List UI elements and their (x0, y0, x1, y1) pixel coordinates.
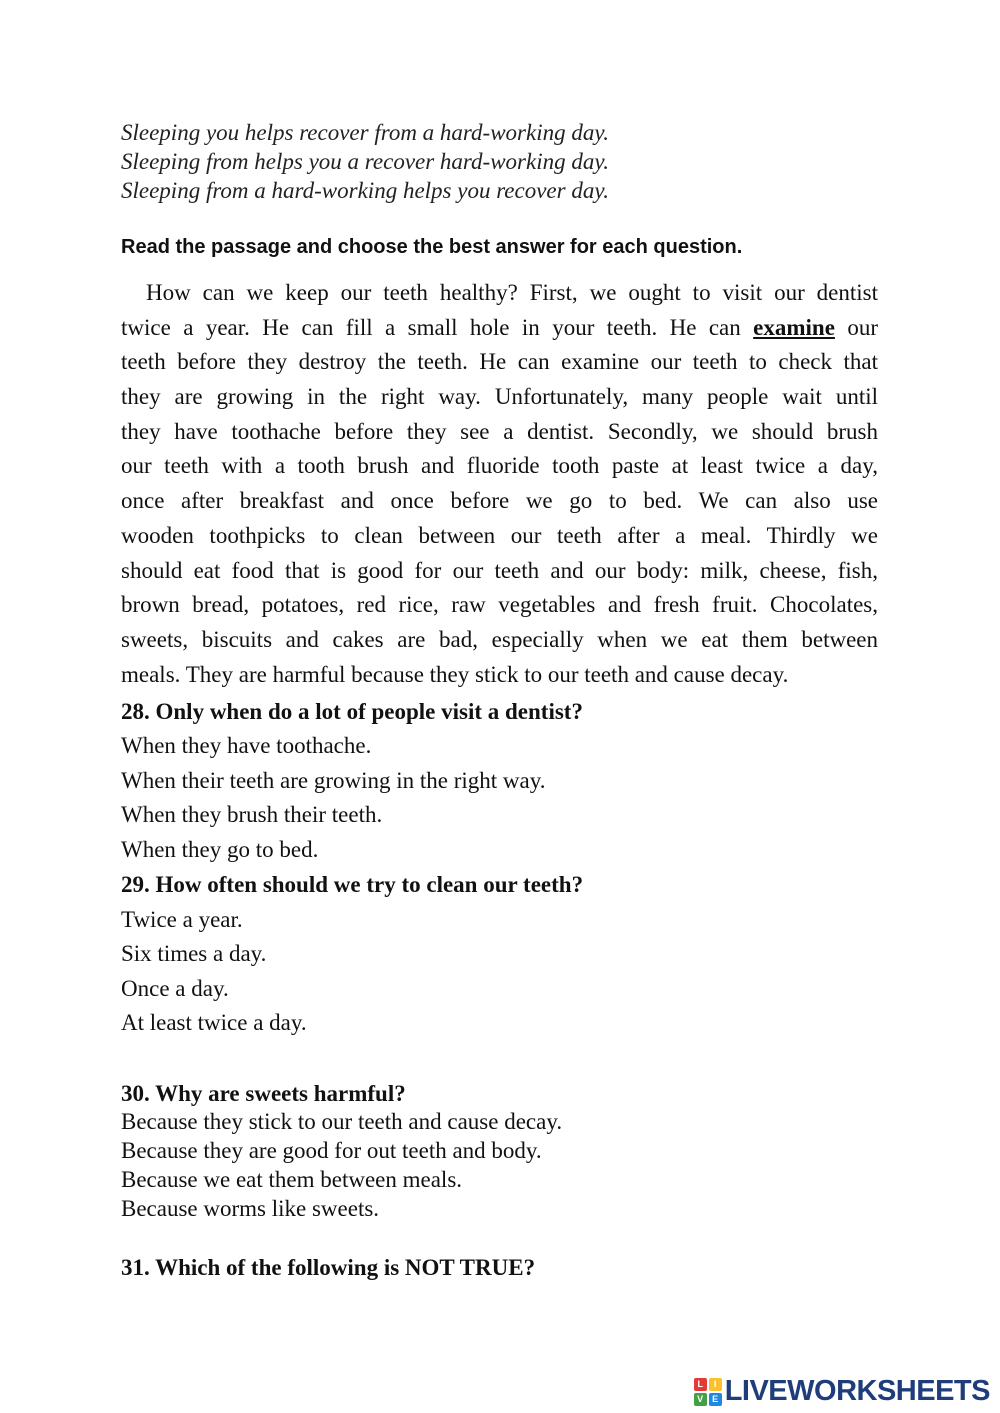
question-30-option-a[interactable]: Because they stick to our teeth and cause decay. (121, 1109, 563, 1134)
passage-line: teeth before they destroy the teeth. He can examine our teeth to check that (121, 349, 878, 375)
reorder-option-3: Sleeping from a hard-working helps you recover day. (121, 178, 610, 203)
question-31: 31. Which of the following is NOT TRUE? (121, 1255, 536, 1280)
logo-cell: E (709, 1393, 722, 1406)
logo-cell: L (694, 1378, 707, 1391)
question-28-option-a[interactable]: When they have toothache. (121, 733, 372, 758)
question-29-option-a[interactable]: Twice a year. (121, 907, 243, 932)
passage-line: our teeth with a tooth brush and fluoride tooth paste at least twice a day, (121, 453, 878, 479)
question-29-option-d[interactable]: At least twice a day. (121, 1010, 307, 1035)
passage-line: should eat food that is good for our teeth and our body: milk, cheese, fish, (121, 557, 878, 583)
question-28-option-b[interactable]: When their teeth are growing in the right way. (121, 768, 546, 793)
logo-cell: I (709, 1378, 722, 1391)
passage-line: once after breakfast and once before we go to bed. We can also use (121, 488, 878, 514)
keyword-examine: examine (753, 314, 835, 340)
passage-line: How can we keep our teeth healthy? First, we ought to visit our dentist (146, 280, 878, 305)
question-28-option-c[interactable]: When they brush their teeth. (121, 802, 383, 827)
passage-line: meals. They are harmful because they stick to our teeth and cause decay. (121, 661, 789, 687)
passage-line: they have toothache before they see a dentist. Secondly, we should brush (121, 418, 878, 444)
question-30-option-d[interactable]: Because worms like sweets. (121, 1196, 380, 1221)
brand-name: LIVEWORKSHEETS (724, 1375, 990, 1407)
reorder-option-1: Sleeping you helps recover from a hard-working day. (121, 120, 610, 145)
passage-line: they are growing in the right way. Unfortunately, many people wait until (121, 384, 878, 410)
question-28: 28. Only when do a lot of people visit a dentist? (121, 699, 583, 724)
question-29: 29. How often should we try to clean our teeth? (121, 872, 584, 897)
reading-passage (121, 276, 878, 692)
passage-line: wooden toothpicks to clean between our teeth after a meal. Thirdly we (121, 522, 878, 548)
question-30-option-c[interactable]: Because we eat them between meals. (121, 1167, 463, 1192)
passage-line: brown bread, potatoes, red rice, raw vegetables and fresh fruit. Chocolates, (121, 592, 878, 618)
question-30: 30. Why are sweets harmful? (121, 1081, 406, 1106)
logo-cell: V (694, 1393, 707, 1406)
reorder-option-2: Sleeping from helps you a recover hard-working day. (121, 149, 610, 174)
brand-logo-icon (694, 1378, 722, 1406)
liveworksheets-logo (694, 1375, 990, 1408)
passage-line: sweets, biscuits and cakes are bad, especially when we eat them between (121, 626, 878, 652)
passage-line: twice a year. He can fill a small hole in your teeth. He can examine our (121, 314, 878, 340)
question-30-option-b[interactable]: Because they are good for out teeth and body. (121, 1138, 542, 1163)
section-instruction: Read the passage and choose the best answer for each question. (121, 236, 743, 258)
question-29-option-c[interactable]: Once a day. (121, 976, 229, 1001)
question-28-option-d[interactable]: When they go to bed. (121, 837, 319, 862)
question-29-option-b[interactable]: Six times a day. (121, 941, 267, 966)
